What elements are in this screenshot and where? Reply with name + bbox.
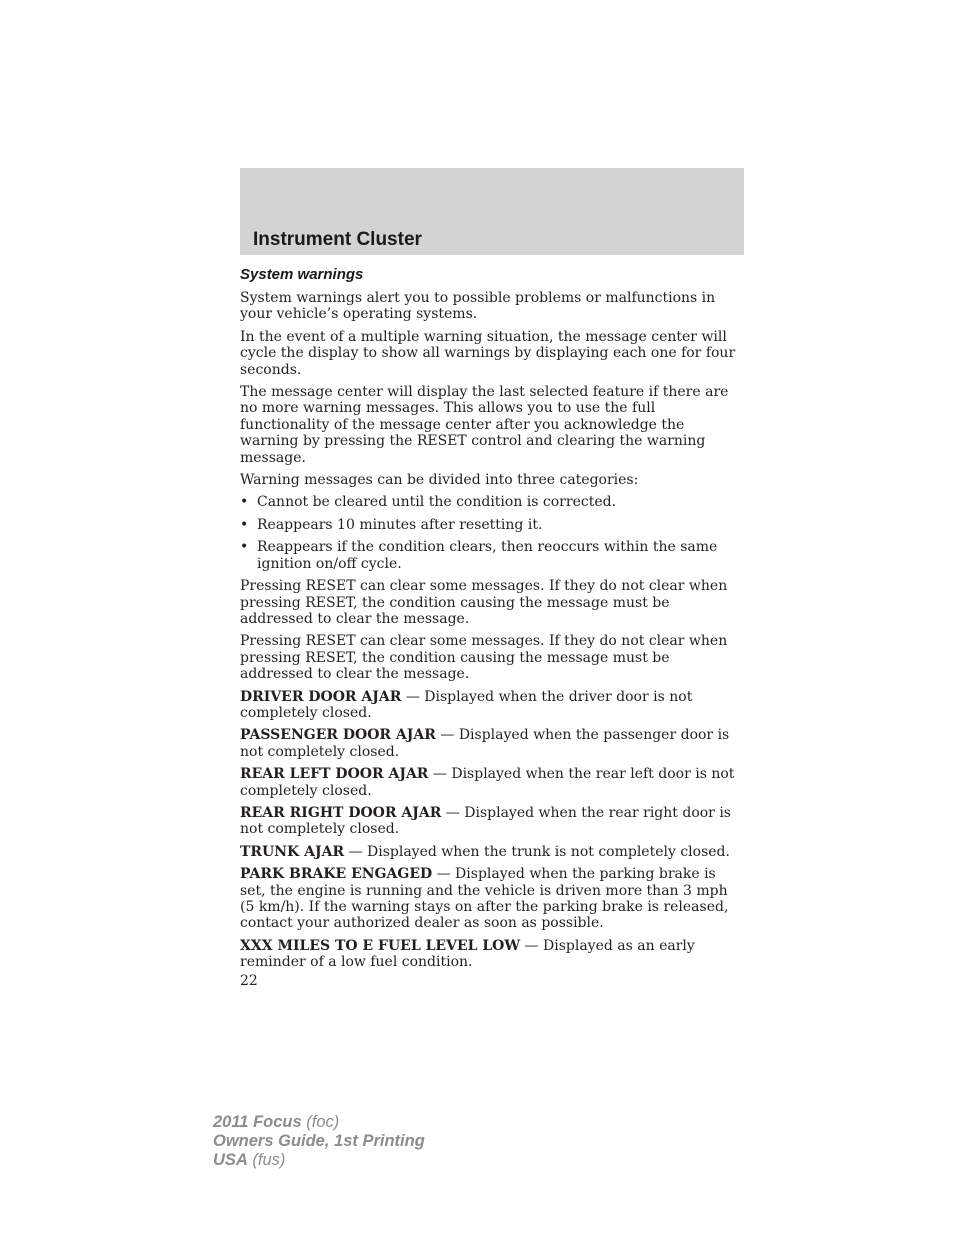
warning-description: — Displayed when the parking brake is set, the engine is running and the vehicle is driven more than 3 mph (5 km/h). If the warning stays on after the parking brake is released, contact your authorized dealer as soon as possible. bbox=[240, 866, 729, 932]
footer-line bbox=[213, 1113, 425, 1132]
bullet-icon: • bbox=[240, 516, 249, 533]
warning-description: — Displayed when the rear right door is not completely closed. bbox=[240, 804, 731, 838]
footer-model: 2011 Focus bbox=[213, 1113, 302, 1131]
page-content bbox=[240, 266, 740, 989]
reset-paragraph: Pressing RESET can clear some messages. If they do not clear when pressing RESET, the condition causing the message must be addressed to clear the message. bbox=[240, 633, 728, 683]
warning-description: — Displayed when the rear left door is not completely closed. bbox=[240, 766, 735, 799]
footer-line bbox=[213, 1132, 425, 1151]
section-header-band bbox=[240, 168, 744, 255]
warning-entry bbox=[240, 866, 740, 932]
chapter-title: Instrument Cluster bbox=[253, 229, 422, 250]
warning-entry bbox=[240, 689, 740, 722]
intro-paragraph: In the event of a multiple warning situation, the message center will cycle the display to show all warnings by displaying each one for four seconds. bbox=[240, 328, 736, 378]
bullet-icon: • bbox=[240, 494, 249, 511]
footer-printing: Owners Guide, 1st Printing bbox=[213, 1132, 425, 1150]
warning-name: PARK BRAKE ENGAGED bbox=[240, 866, 433, 883]
footer-model-code: (foc) bbox=[301, 1113, 340, 1131]
warning-entry bbox=[240, 805, 740, 838]
bullet-icon: • bbox=[240, 539, 249, 556]
reset-paragraph: Pressing RESET can clear some messages. If they do not clear when pressing RESET, the condition causing the message must be addressed to clear the message. bbox=[240, 578, 728, 627]
list-item bbox=[240, 517, 740, 533]
warning-name: PASSENGER DOOR AJAR bbox=[240, 727, 436, 744]
warning-name: TRUNK AJAR bbox=[240, 843, 345, 860]
footer-line bbox=[213, 1151, 425, 1170]
list-item-text: Cannot be cleared until the condition is corrected. bbox=[257, 494, 617, 511]
footer-market: USA bbox=[213, 1151, 248, 1169]
page-number: 22 bbox=[240, 972, 258, 989]
warning-name: REAR RIGHT DOOR AJAR bbox=[240, 804, 442, 821]
document-footer bbox=[213, 1113, 425, 1170]
intro-paragraph: Warning messages can be divided into three categories: bbox=[240, 472, 639, 489]
list-item-text: Reappears if the condition clears, then reoccurs within the same ignition on/off cycle. bbox=[257, 539, 718, 572]
category-list bbox=[240, 494, 740, 572]
warning-description: — Displayed when the driver door is not completely closed. bbox=[240, 688, 693, 721]
intro-paragraph: System warnings alert you to possible problems or malfunctions in your vehicle’s operating systems. bbox=[240, 290, 716, 323]
footer-market-code: (fus) bbox=[247, 1151, 286, 1169]
warning-name: REAR LEFT DOOR AJAR bbox=[240, 766, 429, 783]
list-item-text: Reappears 10 minutes after resetting it. bbox=[257, 516, 543, 533]
warning-entry bbox=[240, 766, 740, 799]
intro-paragraph: The message center will display the last selected feature if there are no more warning messages. This allows you to use the full functionality of the message center after you acknowledge the warning by pressing the RESET control and clearing the warning message. bbox=[240, 384, 729, 466]
warning-name: DRIVER DOOR AJAR bbox=[240, 688, 402, 705]
warning-description: — Displayed as an early reminder of a low fuel condition. bbox=[240, 937, 695, 971]
warning-entry bbox=[240, 938, 740, 971]
warning-description: — Displayed when the trunk is not completely closed. bbox=[344, 843, 730, 860]
section-title: System warnings bbox=[240, 266, 364, 283]
list-item bbox=[240, 494, 740, 510]
warning-name: XXX MILES TO E FUEL LEVEL LOW bbox=[240, 937, 521, 954]
list-item bbox=[240, 539, 740, 572]
warning-entry bbox=[240, 727, 740, 760]
warning-entry bbox=[240, 844, 740, 860]
warning-description: — Displayed when the passenger door is not completely closed. bbox=[240, 727, 730, 760]
